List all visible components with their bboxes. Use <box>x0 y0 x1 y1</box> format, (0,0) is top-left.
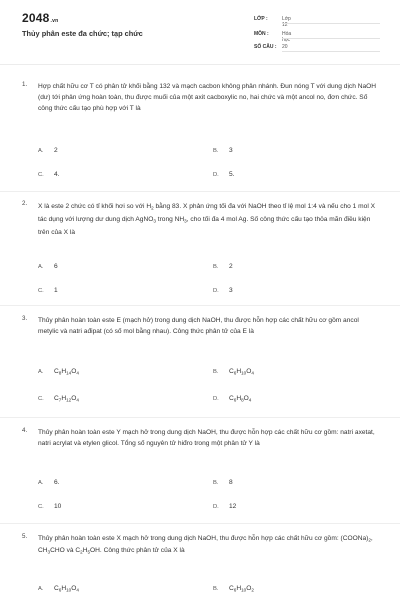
option-text: 12 <box>229 503 237 510</box>
option-text: 6 <box>54 263 58 270</box>
option-b[interactable] <box>213 479 233 486</box>
site-logo[interactable] <box>22 11 58 25</box>
option-letter: D. <box>213 288 219 294</box>
question-separator <box>0 191 400 192</box>
class-label: LỚP : <box>254 16 268 22</box>
question-text: Thủy phân hoàn toàn este E (mạch hở) trong dung dịch NaOH, thu được hỗn hợp các chất hữu cơ gồm ancol metylic và natri ađipat (có số mol bằng nhau). Công thức phân tử của E là <box>38 317 359 335</box>
option-text: 5. <box>229 171 235 178</box>
option-letter: C. <box>38 504 44 510</box>
worksheet-header <box>0 0 400 70</box>
question-text: Thủy phân hoàn toàn este Y mạch hở trong dung dịch NaOH, thu được hỗn hợp các chất hữu cơ gồm: natri axetat, natri acrylat và etylen glicol. Tổng số nguyên tử hiđro trong một phân tử Y là <box>38 429 375 447</box>
course-label: MÔN : <box>254 31 269 37</box>
option-letter: B. <box>213 480 219 486</box>
option-c[interactable] <box>38 287 58 294</box>
option-letter: A. <box>38 264 44 270</box>
option-letter: D. <box>213 172 219 178</box>
logo-tld: .vn <box>50 18 59 24</box>
option-letter: A. <box>38 480 44 486</box>
question-number: 3. <box>22 315 28 322</box>
option-b[interactable] <box>213 263 233 270</box>
option-letter: A. <box>38 148 44 154</box>
header-divider <box>0 64 400 65</box>
course-value: Hóa học <box>282 31 292 43</box>
option-text: 8 <box>229 479 233 486</box>
option-c[interactable]: C. $C_7H_{12}O_4$ <box>38 395 79 403</box>
question-number: 4. <box>22 427 28 434</box>
option-d[interactable] <box>213 287 233 294</box>
class-underline <box>282 23 380 24</box>
option-letter: C. <box>38 172 44 178</box>
option-text: 2 <box>229 263 233 270</box>
option-a[interactable] <box>38 263 58 270</box>
option-text: 3 <box>229 147 233 154</box>
question-text: Thủy phân hoàn toàn este X mạch hở trong dung dịch NaOH, thu được hỗn hợp các chất hữu cơ gồm: $(COONa)_2$, $CH_3CHO$ và $C_2H_5OH$. Công thức phân tử của X là <box>38 535 373 555</box>
question-separator <box>0 523 400 524</box>
option-text: 3 <box>229 287 233 294</box>
question-text: X là este 2 chức có tỉ khối hơi so với $H_2$ bằng 83. X phản ứng tối đa với NaOH theo tỉ lệ mol 1:4 và nếu cho 1 mol X tác dụng với lượng dư dung dịch AgNO$_3$ trong $NH_3$, cho tối đa 4 mol Ag. Số công thức cấu tạo thỏa mãn điều kiện trên của X là <box>38 203 376 236</box>
question-separator <box>0 417 400 418</box>
option-letter: C. <box>38 396 44 402</box>
count-underline <box>282 51 380 52</box>
option-d[interactable] <box>213 503 236 510</box>
option-letter: A. <box>38 369 44 375</box>
option-letter: B. <box>213 264 219 270</box>
course-underline <box>282 38 380 39</box>
logo-text: 2048 <box>22 11 50 25</box>
count-label: SỐ CÂU : <box>254 44 277 50</box>
option-c[interactable] <box>38 503 61 510</box>
option-b[interactable] <box>213 147 233 154</box>
question-text: Hợp chất hữu cơ T có phân tử khối bằng 132 và mạch cacbon không phân nhánh. Đun nóng T với dung dịch NaOH (dư) tới phản ứng hoàn toàn, thu được muối của một axit cacboxylic no, hai chức và một ancol no, đơn chức. Số công thức cấu tạo phù hợp với T là <box>38 83 377 112</box>
question-separator <box>0 305 400 306</box>
option-text: 1 <box>54 287 58 294</box>
option-letter: A. <box>38 586 44 592</box>
option-text: 4. <box>54 171 60 178</box>
option-c[interactable] <box>38 171 60 178</box>
count-value: 20 <box>282 44 288 50</box>
option-text: 6. <box>54 479 60 486</box>
option-a[interactable] <box>38 479 60 486</box>
worksheet-title: Thủy phân este đa chức; tạp chức <box>22 29 143 38</box>
option-a[interactable]: A. $C_6H_{10}O_4$ <box>38 585 79 593</box>
option-a[interactable] <box>38 147 58 154</box>
class-value: Lớp 12 <box>282 16 291 28</box>
option-d[interactable]: D. $C_6H_8O_4$ <box>213 395 252 403</box>
question-number: 2. <box>22 200 28 207</box>
option-letter: C. <box>38 288 44 294</box>
option-d[interactable] <box>213 171 235 178</box>
option-letter: B. <box>213 586 219 592</box>
option-b[interactable]: B. $C_6H_{10}O_2$ <box>213 585 254 593</box>
option-text: 10 <box>54 503 62 510</box>
option-b[interactable]: B. $C_6H_{10}O_4$ <box>213 368 254 376</box>
option-text: 2 <box>54 147 58 154</box>
option-letter: B. <box>213 369 219 375</box>
question-number: 5. <box>22 533 28 540</box>
question-number: 1. <box>22 81 28 88</box>
option-letter: B. <box>213 148 219 154</box>
option-a[interactable]: A. $C_8H_{14}O_4$ <box>38 368 79 376</box>
option-letter: D. <box>213 396 219 402</box>
option-letter: D. <box>213 504 219 510</box>
